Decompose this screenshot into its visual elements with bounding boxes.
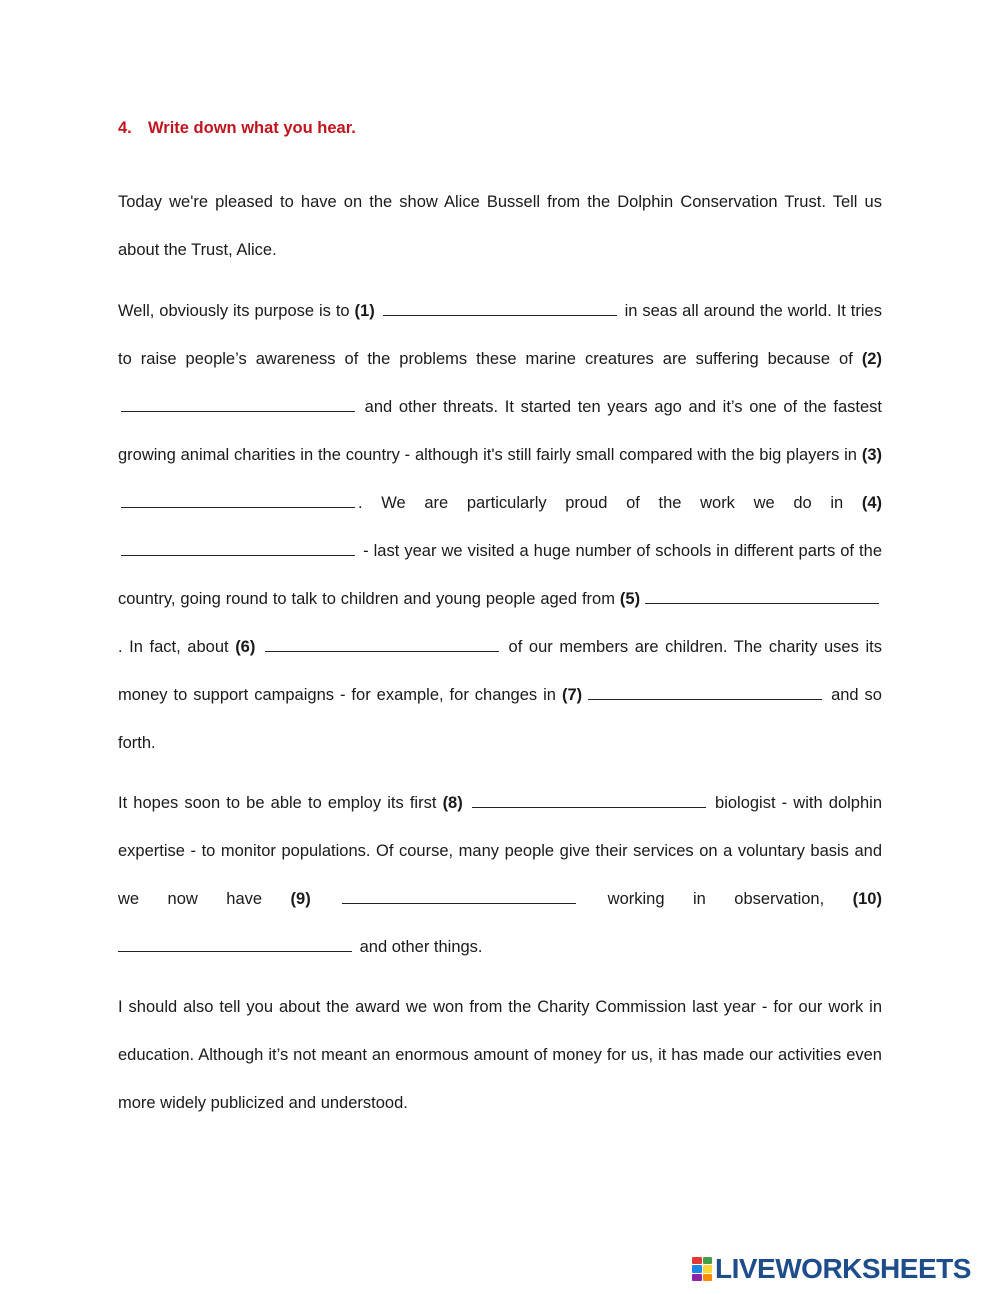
paragraph-2 — [118, 287, 882, 767]
intro-text: Today we're pleased to have on the show Alice Bussell from the Dolphin Conservation Trust. Tell us about the Trust, Alice. — [118, 193, 882, 259]
marker-5: (5) — [619, 590, 641, 608]
liveworksheets-logo[interactable] — [692, 1254, 971, 1284]
exercise-heading — [118, 119, 356, 138]
marker-2: (2) — [861, 350, 882, 368]
liveworksheets-logo-icon — [692, 1257, 712, 1281]
blank-2[interactable] — [121, 397, 355, 412]
closing-text: I should also tell you about the award we won from the Charity Commission last year - for our work in education. Although it’s not meant an enormous amount of money for us, it has made our activities even more widely publicized and understood. — [118, 998, 882, 1112]
marker-3: (3) — [861, 446, 882, 464]
text-segment: Well, obviously its purpose is to — [118, 302, 350, 320]
marker-10: (10) — [852, 890, 882, 908]
logo-text: LIVEWORKSHEETS — [715, 1253, 971, 1284]
marker-4: (4) — [861, 494, 882, 512]
text-segment: biologist - with dolphin expertise - to monitor populations. Of course, many people give their services on a voluntary basis and we now have — [118, 794, 882, 908]
intro-paragraph — [118, 178, 882, 274]
text-segment: in seas all around the world. It tries to raise people’s awareness of the problems these marine creatures are suffering because of — [118, 302, 882, 368]
marker-1: (1) — [354, 302, 375, 320]
blank-3[interactable] — [121, 493, 355, 508]
marker-8: (8) — [442, 794, 463, 812]
exercise-title: Write down what you hear. — [148, 119, 356, 137]
text-segment: working in observation, — [607, 890, 825, 908]
exercise-number: 4. — [118, 119, 132, 137]
blank-7[interactable] — [588, 685, 822, 700]
blank-10[interactable] — [118, 937, 352, 952]
blank-9[interactable] — [342, 889, 576, 904]
blank-5[interactable] — [645, 589, 879, 604]
paragraph-3 — [118, 779, 882, 971]
blank-4[interactable] — [121, 541, 355, 556]
blank-1[interactable] — [383, 301, 617, 316]
text-segment: . We are particularly proud of the work we do in — [358, 494, 844, 512]
text-segment: and other things. — [359, 938, 483, 956]
blank-8[interactable] — [472, 793, 706, 808]
text-segment: and so forth. — [118, 686, 882, 752]
text-segment: It hopes soon to be able to employ its first — [118, 794, 437, 812]
marker-7: (7) — [561, 686, 583, 704]
paragraph-4 — [118, 983, 882, 1127]
text-segment: . In fact, about — [118, 638, 229, 656]
blank-6[interactable] — [265, 637, 499, 652]
text-segment: and other threats. It started ten years ago and it’s one of the fastest growing animal charities in the country - although it's still fairly small compared with the big players in — [118, 398, 882, 464]
marker-6: (6) — [235, 638, 256, 656]
text-segment: of our members are children. The charity uses its money to support campaigns - for example, for changes in — [118, 638, 882, 704]
text-segment: - last year we visited a huge number of schools in different parts of the country, going round to talk to children and young people aged from — [118, 542, 882, 608]
marker-9: (9) — [290, 890, 311, 908]
